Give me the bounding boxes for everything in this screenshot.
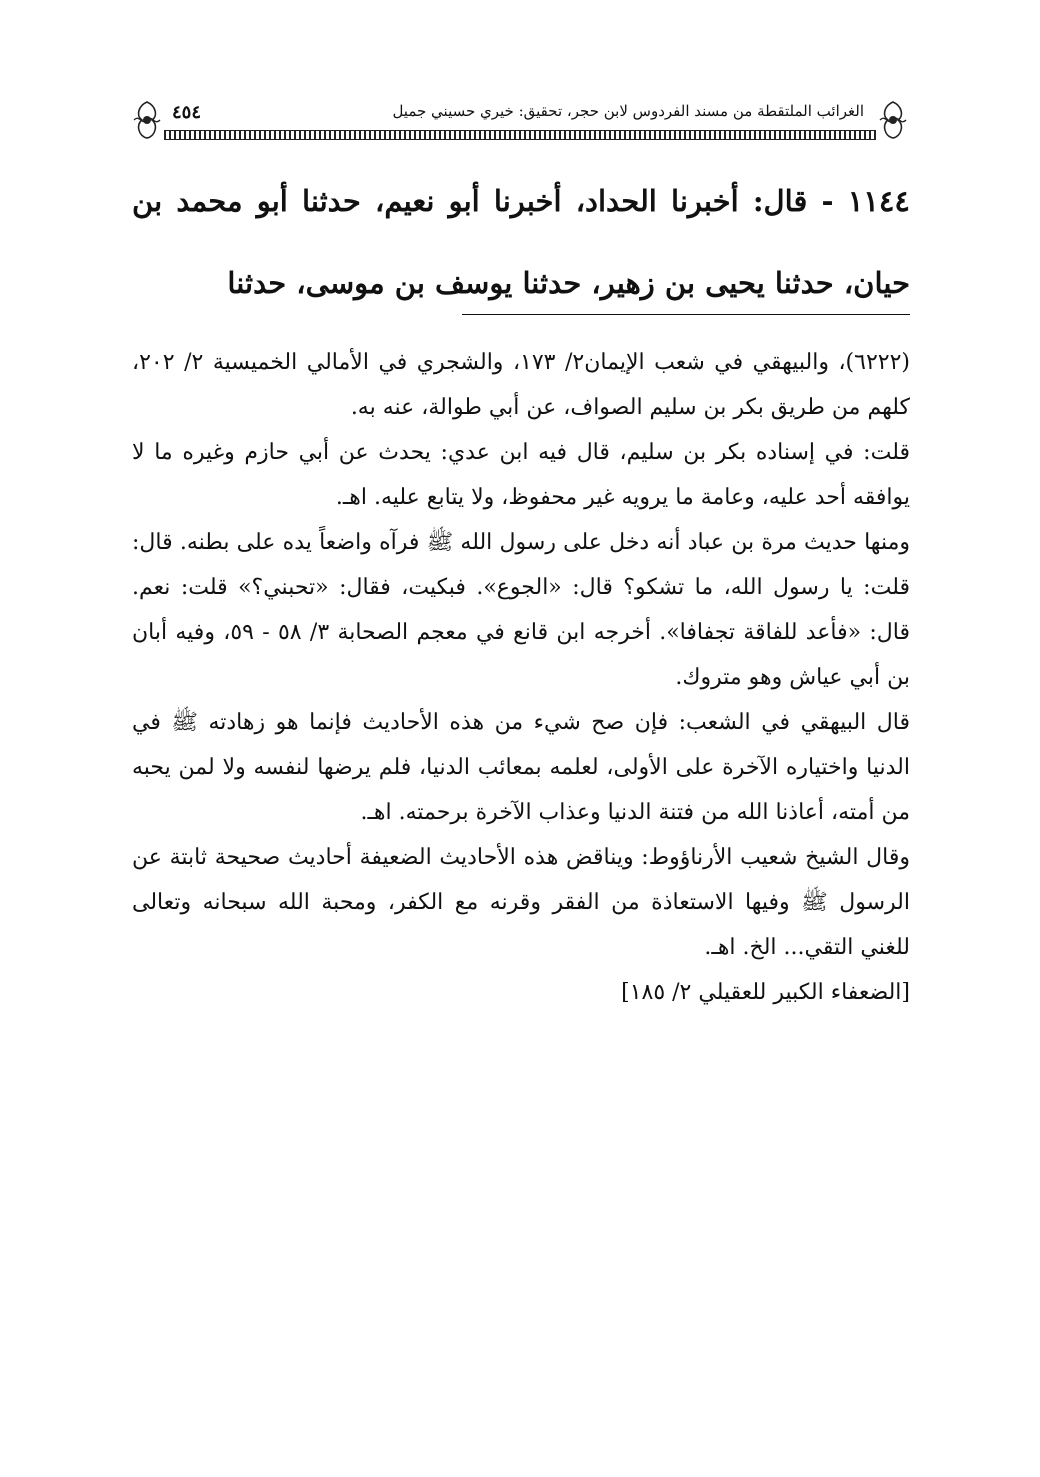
footnote-citation: [الضعفاء الكبير للعقيلي ٢/ ١٨٥] (621, 980, 910, 1005)
footnotes (132, 340, 910, 1015)
floral-ornament-icon (130, 98, 164, 142)
page-number: ٤٥٤ (172, 102, 202, 123)
hadith-text: ١١٤٤ - قال: أخبرنا الحداد، أخبرنا أبو نعيم، حدثنا أبو محمد بن حيان، حدثنا يحيى بن زهير، حدثنا يوسف بن موسى، حدثنا (132, 184, 910, 300)
footnote-separator (462, 314, 910, 315)
footnote-paragraph: وقال الشيخ شعيب الأرناؤوط: ويناقض هذه الأحاديث الضعيفة أحاديث صحيحة ثابتة عن الرسول ﷺ وفيها الاستعاذة من الفقر وقرنه مع الكفر، ومحبة الله سبحانه وتعالى للغني التقي... الخ. اهـ. (132, 845, 910, 960)
floral-ornament-icon (876, 98, 910, 142)
footnote-paragraph: قلت: في إسناده بكر بن سليم، قال فيه ابن عدي: يحدث عن أبي حازم وغيره ما لا يوافقه أحد عليه، وعامة ما يرويه غير محفوظ، ولا يتابع عليه. اهـ. (132, 440, 910, 510)
footnote-paragraph: (٦٢٢٢)، والبيهقي في شعب الإيمان٢/ ١٧٣، والشجري في الأمالي الخميسية ٢/ ٢٠٢، كلهم من طريق بكر بن سليم الصواف، عن أبي طوالة، عنه به. (132, 350, 911, 420)
page-header (130, 96, 910, 152)
running-title: الغرائب الملتقطة من مسند الفردوس لابن حجر، تحقيق: خيري حسيني جميل (392, 102, 864, 120)
footnote-paragraph: ومنها حديث مرة بن عباد أنه دخل على رسول الله ﷺ فرآه واضعاً يده على بطنه. قال: قلت: يا رسول الله، ما تشكو؟ قال: «الجوع». فبكيت، فقال: «تحبني؟» قلت: نعم. قال: «فأعد للفاقة تجفافا». أخرجه ابن قانع في معجم الصحابة ٣/ ٥٨ - ٥٩، وفيه أبان بن أبي عياش وهو متروك. (132, 530, 911, 690)
footnote-paragraph: قال البيهقي في الشعب: فإن صح شيء من هذه الأحاديث فإنما هو زهادته ﷺ في الدنيا واختياره الآخرة على الأولى، لعلمه بمعائب الدنيا، فلم يرضها لنفسه ولا لمن يحبه من أمته، أعاذنا الله من فتنة الدنيا وعذاب الآخرة برحمته. اهـ. (132, 710, 910, 825)
header-rule (164, 130, 876, 140)
